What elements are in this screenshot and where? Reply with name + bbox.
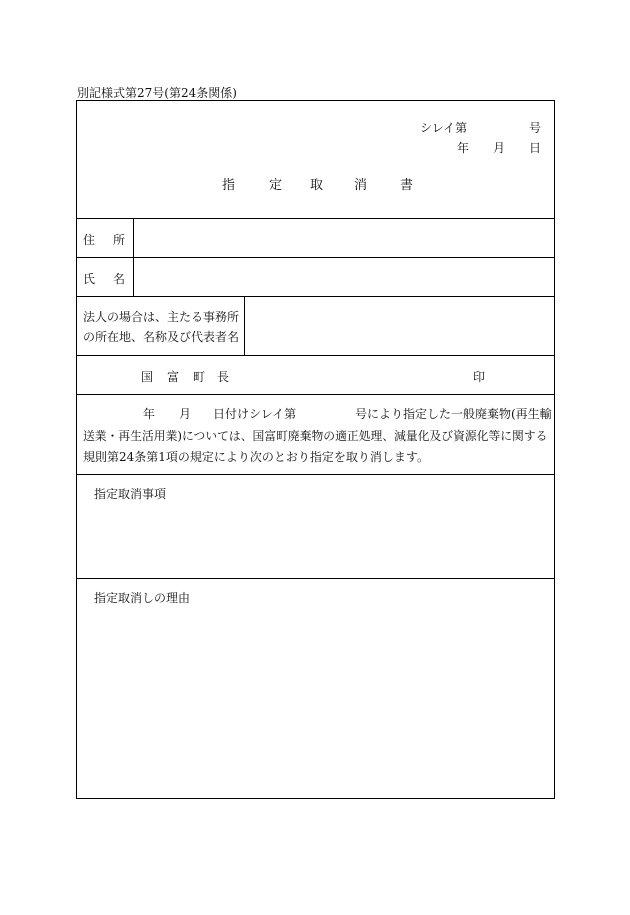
matters-label: 指定取消事項 bbox=[94, 487, 167, 501]
address-label-char-2: 所 bbox=[113, 233, 126, 247]
document-number-prefix: シレイ第 bbox=[420, 121, 468, 135]
statement-line1-rest: 号により指定した一般廃棄物(再生輸 bbox=[355, 407, 552, 421]
corporation-label-line-2: の所在地、名称及び代表者名 bbox=[83, 330, 240, 344]
reason-input-area[interactable] bbox=[77, 607, 554, 797]
date-year-label: 年 bbox=[457, 141, 470, 155]
signer-char-4: 長 bbox=[217, 370, 230, 384]
name-input-area[interactable] bbox=[134, 258, 554, 296]
revocation-form bbox=[76, 100, 555, 799]
corporation-input-area[interactable] bbox=[245, 297, 554, 355]
signer-char-2: 富 bbox=[167, 370, 180, 384]
matters-input-area[interactable] bbox=[77, 503, 554, 578]
signer-char-3: 町 bbox=[193, 370, 206, 384]
title-char-5: 書 bbox=[400, 178, 414, 193]
name-label-char-1: 氏 bbox=[83, 272, 96, 286]
signer-row bbox=[77, 356, 554, 395]
header-section bbox=[77, 101, 554, 219]
title-char-4: 消 bbox=[354, 178, 368, 193]
address-input-area[interactable] bbox=[134, 219, 554, 257]
reason-section bbox=[77, 579, 554, 798]
date-month-label: 月 bbox=[493, 141, 506, 155]
matters-section bbox=[77, 475, 554, 579]
statement-year: 年 bbox=[143, 407, 156, 421]
document-number-suffix: 号 bbox=[529, 121, 542, 135]
reason-label: 指定取消しの理由 bbox=[94, 591, 191, 605]
title-char-1: 指 bbox=[222, 178, 236, 193]
corporation-row bbox=[77, 297, 554, 356]
statement-line-2: 送業・再生活用業)については、国富町廃棄物の適正処理、減量化及び資源化等に関する bbox=[83, 429, 548, 443]
address-row bbox=[77, 219, 554, 258]
form-reference: 別記様式第27号(第24条関係) bbox=[77, 86, 237, 100]
name-label-char-2: 名 bbox=[113, 272, 126, 286]
statement-month: 月 bbox=[179, 407, 192, 421]
statement-row bbox=[77, 395, 554, 475]
seal-label: 印 bbox=[473, 370, 486, 384]
name-row bbox=[77, 258, 554, 297]
signer-char-1: 国 bbox=[141, 370, 154, 384]
corporation-label-line-1: 法人の場合は、主たる事務所 bbox=[83, 310, 240, 324]
title-char-2: 定 bbox=[269, 178, 283, 193]
statement-line-3: 規則第24条第1項の規定により次のとおり指定を取り消します。 bbox=[83, 450, 429, 464]
address-label-char-1: 住 bbox=[83, 233, 96, 247]
date-day-label: 日 bbox=[529, 141, 542, 155]
statement-date-text: 日付けシレイ第 bbox=[213, 407, 297, 421]
title-char-3: 取 bbox=[310, 178, 324, 193]
